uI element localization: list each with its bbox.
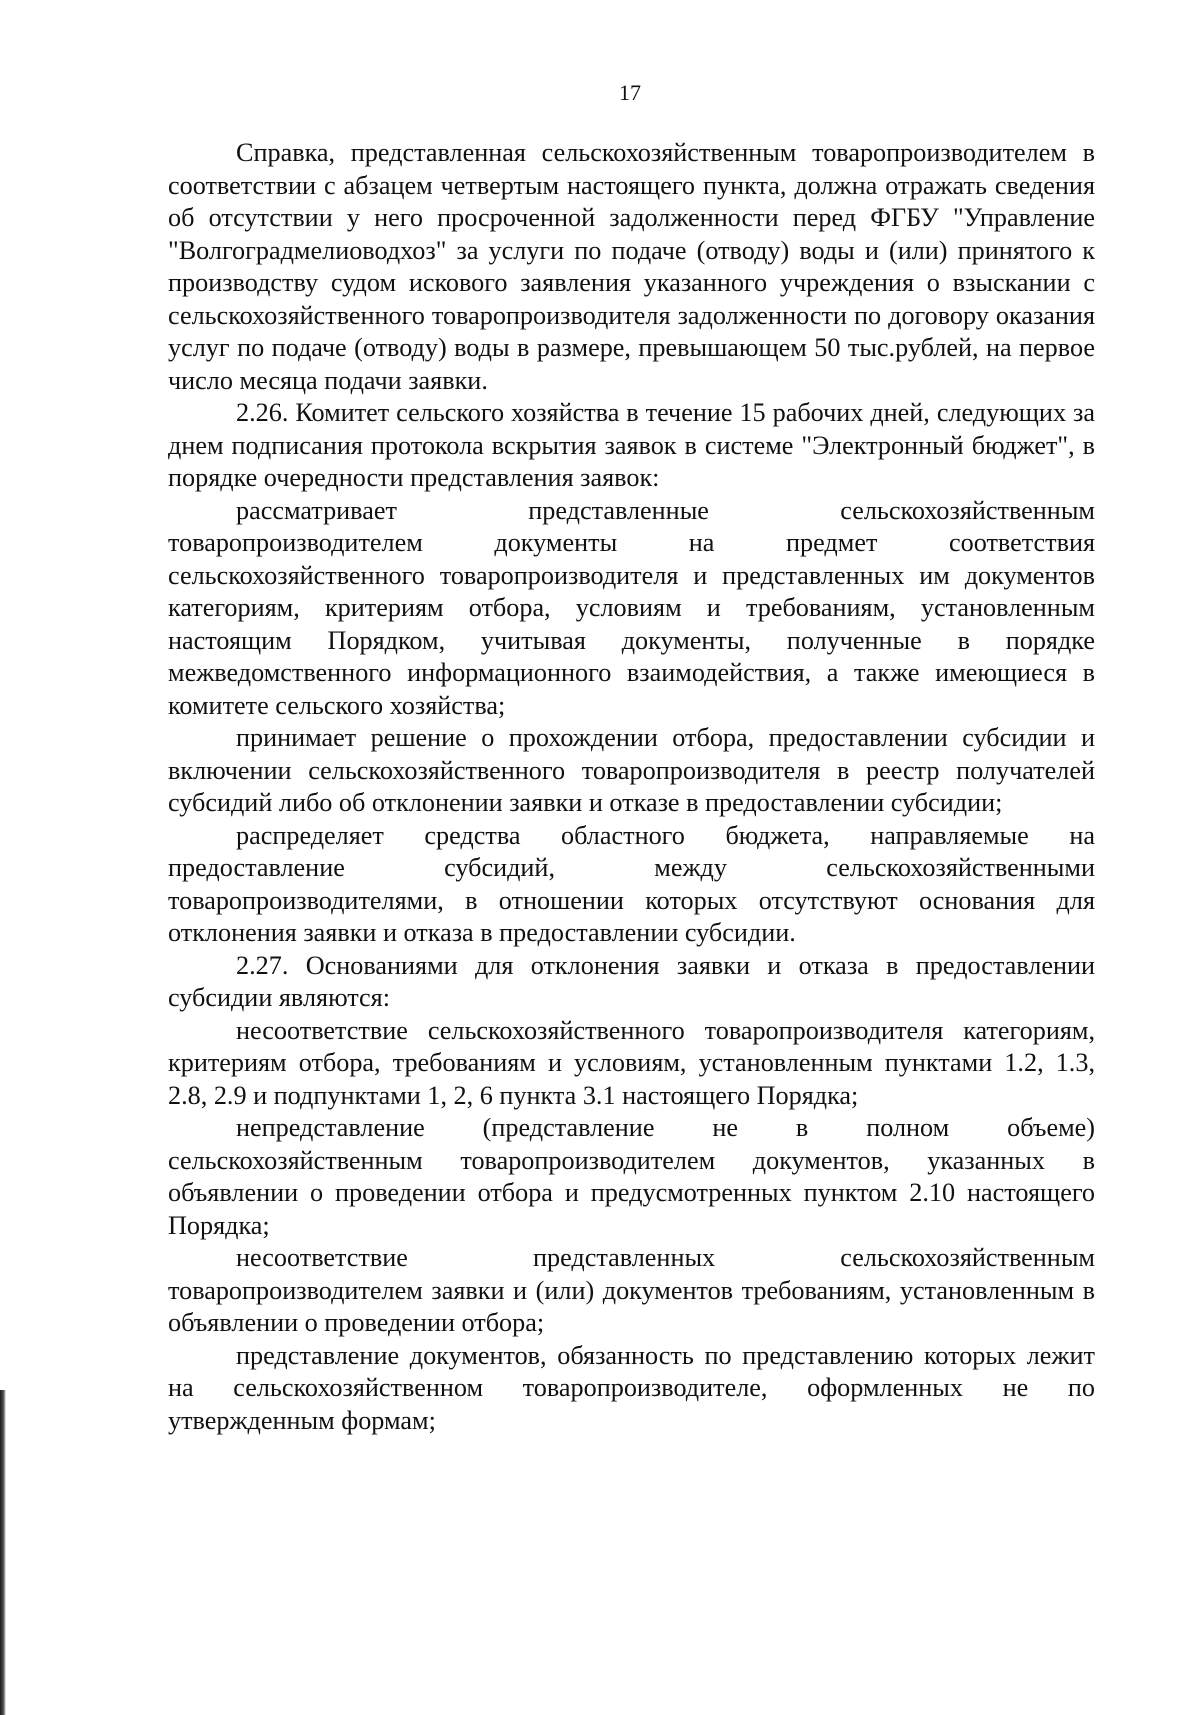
paragraph-distributes: распределяет средства областного бюджета, направляемые на предоставление субсидий, между сельскохозяйственными товаропроизводителями, в отношении которых отсутствуют основания для отклонения заявки и отказа в предоставлении субсидии.	[168, 820, 1095, 947]
paragraph-forms: представление документов, обязанность по представлению которых лежит на сельскохозяйственном товаропроизводителе, оформленных не по утвержденным формам;	[168, 1340, 1095, 1435]
document-body	[168, 137, 1095, 1437]
scan-edge-shadow	[0, 1390, 6, 1715]
paragraph-nonsubmission: непредставление (представление не в полном объеме) сельскохозяйственным товаропроизводителем документов, указанных в объявлении о проведении отбора и предусмотренных пунктом 2.10 настоящего Порядка;	[168, 1113, 1095, 1240]
paragraph-nonconformity-documents: несоответствие представленных сельскохозяйственным товаропроизводителем заявки и (или) документов требованиям, установленным в объявлении о проведении отбора;	[168, 1243, 1095, 1337]
paragraph-2-27: 2.27. Основаниями для отклонения заявки и отказа в предоставлении субсидии являются:	[168, 950, 1095, 1012]
paragraph-decides: принимает решение о прохождении отбора, предоставлении субсидии и включении сельскохозяйственного товаропроизводителя в реестр получателей субсидий либо об отклонении заявки и отказе в предоставлении субсидии;	[168, 723, 1095, 817]
paragraph-reviews: рассматривает представленные сельскохозяйственным товаропроизводителем документы на предмет соответствия сельскохозяйственного товаропроизводителя и представленных им документов категориям, критериям отбора, условиям и требованиям, установленным настоящим Порядком, учитывая документы, полученные в порядке межведомственного информационного взаимодействия, а также имеющиеся в комитете сельского хозяйства;	[168, 495, 1095, 720]
paragraph-certificate: Справка, представленная сельскохозяйственным товаропроизводителем в соответствии с абзацем четвертым настоящего пункта, должна отражать сведения об отсутствии у него просроченной задолженности перед ФГБУ "Управление "Волгоградмелиоводхоз" за услуги по подаче (отводу) воды и (или) принятого к производству судом искового заявления указанного учреждения о взыскании с сельскохозяйственного товаропроизводителя задолженности по договору оказания услуг по подаче (отводу) воды в размере, превышающем 50 тыс.рублей, на первое число месяца подачи заявки.	[168, 138, 1095, 395]
paragraph-nonconformity: несоответствие сельскохозяйственного товаропроизводителя категориям, критериям отбора, требованиям и условиям, установленным пунктами 1.2, 1.3, 2.8, 2.9 и подпунктами 1, 2, 6 пункта 3.1 настоящего Порядка;	[168, 1015, 1095, 1110]
page-number: 17	[619, 80, 641, 105]
paragraph-2-26: 2.26. Комитет сельского хозяйства в течение 15 рабочих дней, следующих за днем подписания протокола вскрытия заявок в системе "Электронный бюджет", в порядке очередности представления заявок:	[168, 398, 1095, 492]
